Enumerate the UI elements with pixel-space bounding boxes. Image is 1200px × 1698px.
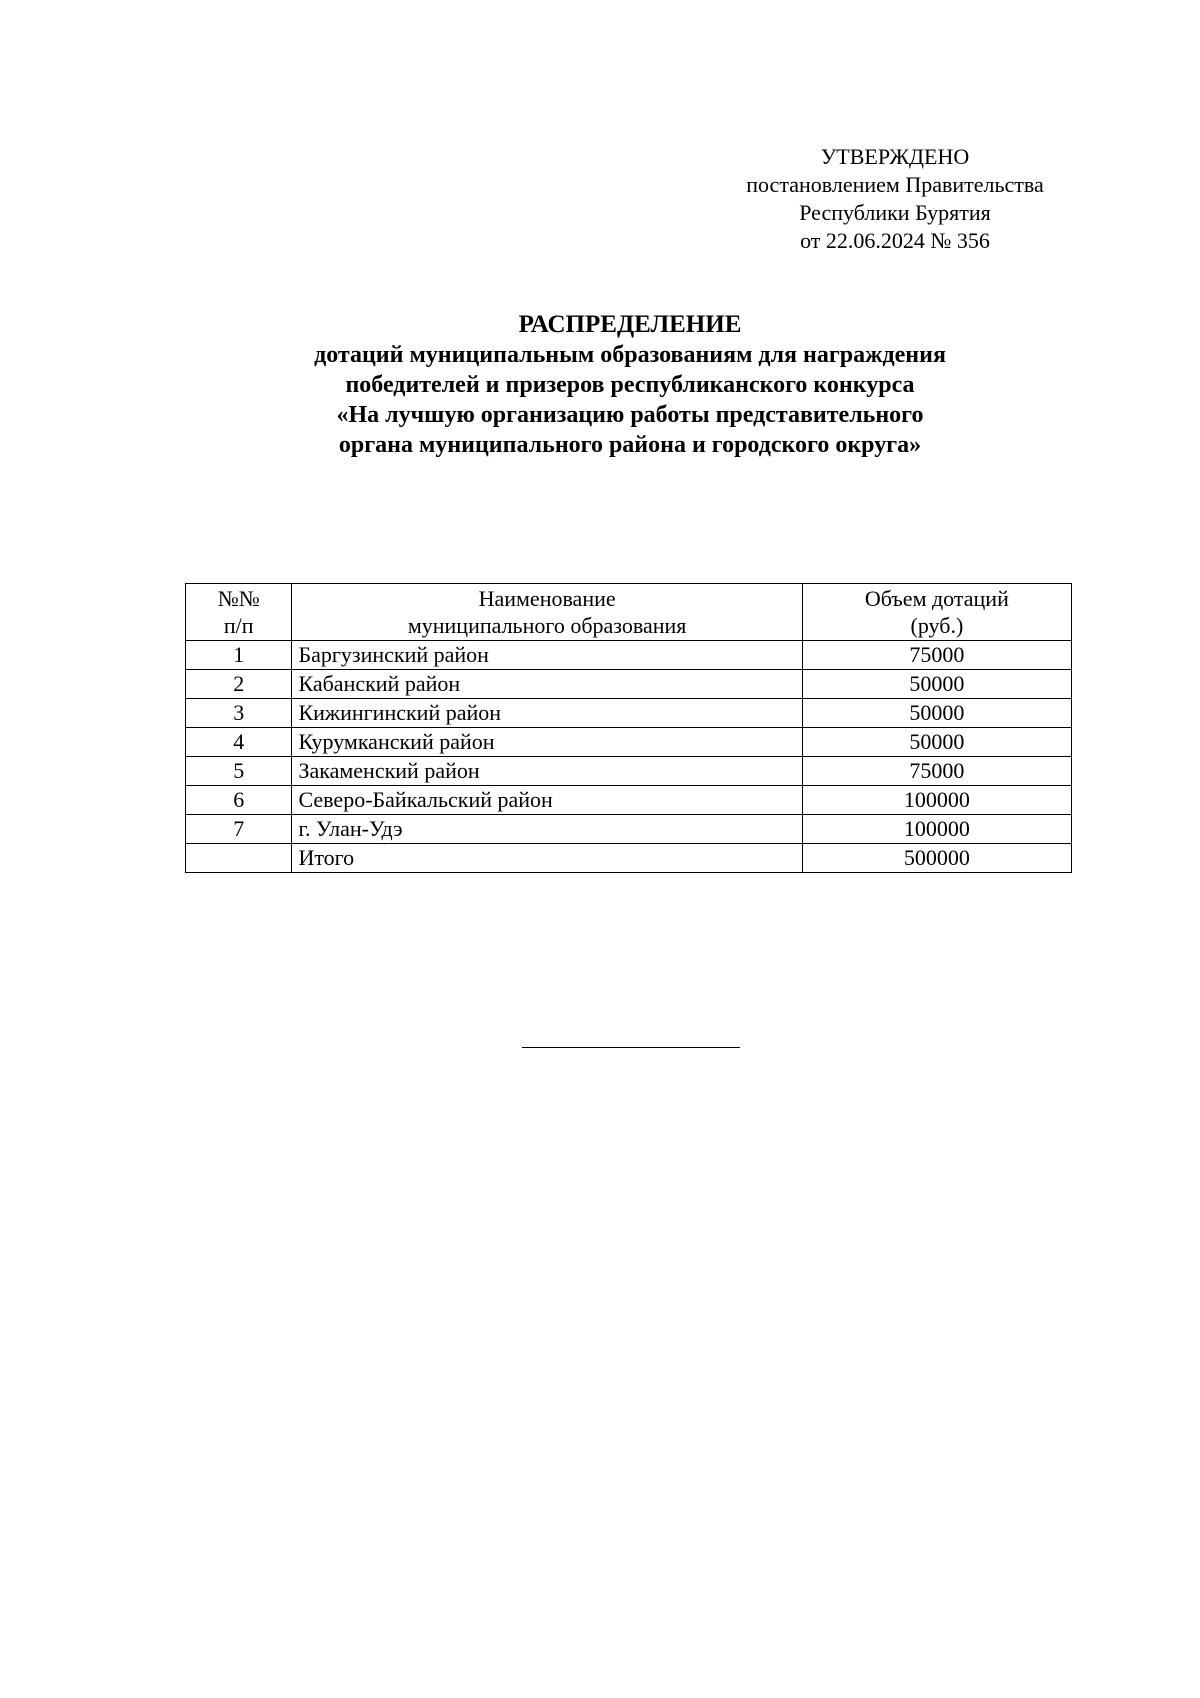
row-municipality: Баргузинский район — [292, 641, 802, 670]
table-row — [186, 670, 1072, 699]
approval-line: постановлением Правительства — [746, 172, 1044, 197]
end-divider — [522, 1047, 740, 1048]
row-amount: 75000 — [802, 757, 1071, 786]
document-title: РАСПРЕДЕЛЕНИЕ — [518, 311, 742, 338]
heading-line: органа муниципального района и городского округа» — [338, 432, 922, 458]
table-row — [186, 815, 1072, 844]
row-amount: 50000 — [802, 728, 1071, 757]
table-header-row — [186, 584, 1072, 641]
table-row — [186, 728, 1072, 757]
header-amount: Объем дотаций (руб.) — [802, 584, 1071, 641]
row-amount: 100000 — [802, 815, 1071, 844]
table-row — [186, 699, 1072, 728]
header-number: №№ п/п — [186, 584, 292, 641]
row-municipality: Кабанский район — [292, 670, 802, 699]
approval-line: УТВЕРЖДЕНО — [820, 144, 970, 169]
row-amount: 50000 — [802, 699, 1071, 728]
row-number: 5 — [186, 757, 292, 786]
approval-line: от 22.06.2024 № 356 — [800, 228, 990, 253]
row-number: 4 — [186, 728, 292, 757]
row-municipality: Северо-Байкальский район — [292, 786, 802, 815]
total-number — [186, 844, 292, 873]
row-municipality: г. Улан-Удэ — [292, 815, 802, 844]
table-row — [186, 641, 1072, 670]
approval-line: Республики Бурятия — [799, 200, 991, 225]
row-amount: 100000 — [802, 786, 1071, 815]
heading-line: «На лучшую организацию работы представительного — [336, 402, 924, 428]
heading-line: победителей и призеров республиканского конкурса — [345, 372, 915, 398]
approval-stamp — [690, 143, 1100, 255]
heading-line: дотаций муниципальным образованиям для награждения — [314, 342, 946, 368]
row-number: 1 — [186, 641, 292, 670]
row-number: 3 — [186, 699, 292, 728]
document-heading — [150, 310, 1110, 460]
row-number: 6 — [186, 786, 292, 815]
row-municipality: Закаменский район — [292, 757, 802, 786]
row-municipality: Курумканский район — [292, 728, 802, 757]
row-number: 2 — [186, 670, 292, 699]
row-number: 7 — [186, 815, 292, 844]
total-label: Итого — [292, 844, 802, 873]
total-amount: 500000 — [802, 844, 1071, 873]
table-row — [186, 757, 1072, 786]
row-amount: 50000 — [802, 670, 1071, 699]
header-municipality: Наименование муниципального образования — [292, 584, 802, 641]
table-row — [186, 786, 1072, 815]
distribution-table — [185, 583, 1072, 873]
table-total-row — [186, 844, 1072, 873]
row-amount: 75000 — [802, 641, 1071, 670]
row-municipality: Кижингинский район — [292, 699, 802, 728]
